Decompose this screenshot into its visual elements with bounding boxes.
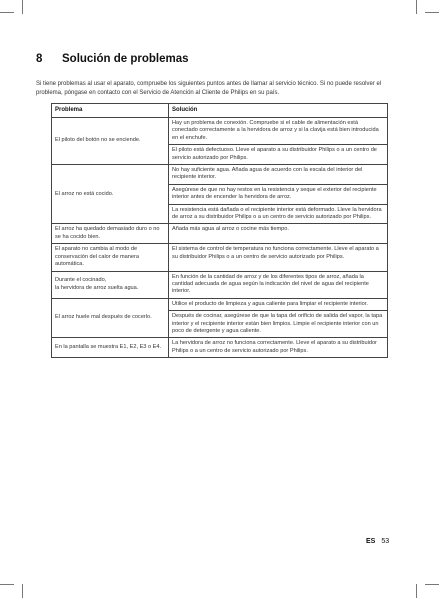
crop-mark <box>22 0 23 14</box>
crop-mark <box>425 12 439 13</box>
solution-cell: El sistema de control de temperatura no funciona correctamente. Lleve el aparato a su distribuidor Philips o a un centro de servicio autorizado por Philips. <box>169 244 388 271</box>
solution-cell: Después de cocinar, asegúrese de que la tapa del orificio de salida del vapor, la tapa interior y el recipiente interior están bien limpios. Limpie el recipiente interior con un poco de detergente y agua caliente. <box>169 311 388 338</box>
problem-cell: En la pantalla se muestra E1, E2, E3 o E4. <box>52 338 169 358</box>
header-solution: Solución <box>169 104 388 118</box>
crop-mark <box>0 584 14 585</box>
problem-cell: El arroz huele mal después de cocerlo. <box>52 298 169 338</box>
table-row <box>52 338 388 358</box>
problem-cell: El aparato no cambia al modo de conservación del calor de manera automática. <box>52 244 169 271</box>
section-heading <box>36 53 189 65</box>
problem-cell: El arroz no está cocido. <box>52 165 169 224</box>
problem-cell: Durante el cocinado, la hervidora de arroz suelta agua. <box>52 271 169 298</box>
crop-mark <box>22 584 23 598</box>
intro-paragraph: Si tiene problemas al usar el aparato, compruebe los siguientes puntos antes de llamar al servicio técnico. Si no puede resolver el problema, póngase en contacto con el Servicio de Atención al Cliente de Philips en su país. <box>36 81 382 96</box>
table-row <box>52 271 388 298</box>
solution-cell: Hay un problema de conexión. Compruebe si el cable de alimentación está conectado correctamente a la hervidora de arroz y si la clavija está bien introducida en el enchufe. <box>169 118 388 145</box>
page-number: 53 <box>381 538 390 545</box>
header-problem: Problema <box>52 104 169 118</box>
solution-cell: Asegúrese de que no hay restos en la resistencia y seque el exterior del recipiente interior antes de encender la hervidora de arroz. <box>169 184 388 204</box>
table-header-row <box>52 104 388 118</box>
crop-mark <box>416 584 417 598</box>
problem-cell: El arroz ha quedado demasiado duro o no se ha cocido bien. <box>52 224 169 244</box>
solution-cell: Utilice el producto de limpieza y agua caliente para limpiar el recipiente interior. <box>169 298 388 310</box>
solution-cell: El piloto está defectuoso. Lleve el aparato a su distribuidor Philips o a un centro de servicio autorizado por Philips. <box>169 145 388 165</box>
solution-cell: La hervidora de arroz no funciona correctamente. Lleve el aparato a su distribuidor Philips o a un centro de servicio autorizado por Philips. <box>169 338 388 358</box>
problem-cell: El piloto del botón no se enciende. <box>52 118 169 165</box>
table-row <box>52 224 388 244</box>
table-row <box>52 298 388 310</box>
solution-cell: La resistencia está dañada o el recipiente interior está deformado. Lleve la hervidora de arroz a su distribuidor Philips o a un centro de servicio autorizado por Philips. <box>169 204 388 224</box>
table-row <box>52 165 388 185</box>
crop-mark <box>0 12 14 13</box>
solution-cell: Añada más agua al arroz o cocine más tiempo. <box>169 224 388 244</box>
solution-cell: En función de la cantidad de arroz y de los diferentes tipos de arroz, añada la cantidad adecuada de agua según la indicación del nivel de agua del recipiente interior. <box>169 271 388 298</box>
section-number: 8 <box>36 53 43 65</box>
table-body <box>52 118 388 358</box>
solution-cell: No hay suficiente agua. Añada agua de acuerdo con la escala del interior del recipiente interior. <box>169 165 388 185</box>
table-row <box>52 244 388 271</box>
crop-mark <box>425 584 439 585</box>
crop-mark <box>416 0 417 14</box>
troubleshooting-table <box>51 103 388 358</box>
section-title: Solución de problemas <box>62 53 189 65</box>
page-footer <box>366 538 389 545</box>
language-code: ES <box>366 538 376 545</box>
table-row <box>52 118 388 145</box>
